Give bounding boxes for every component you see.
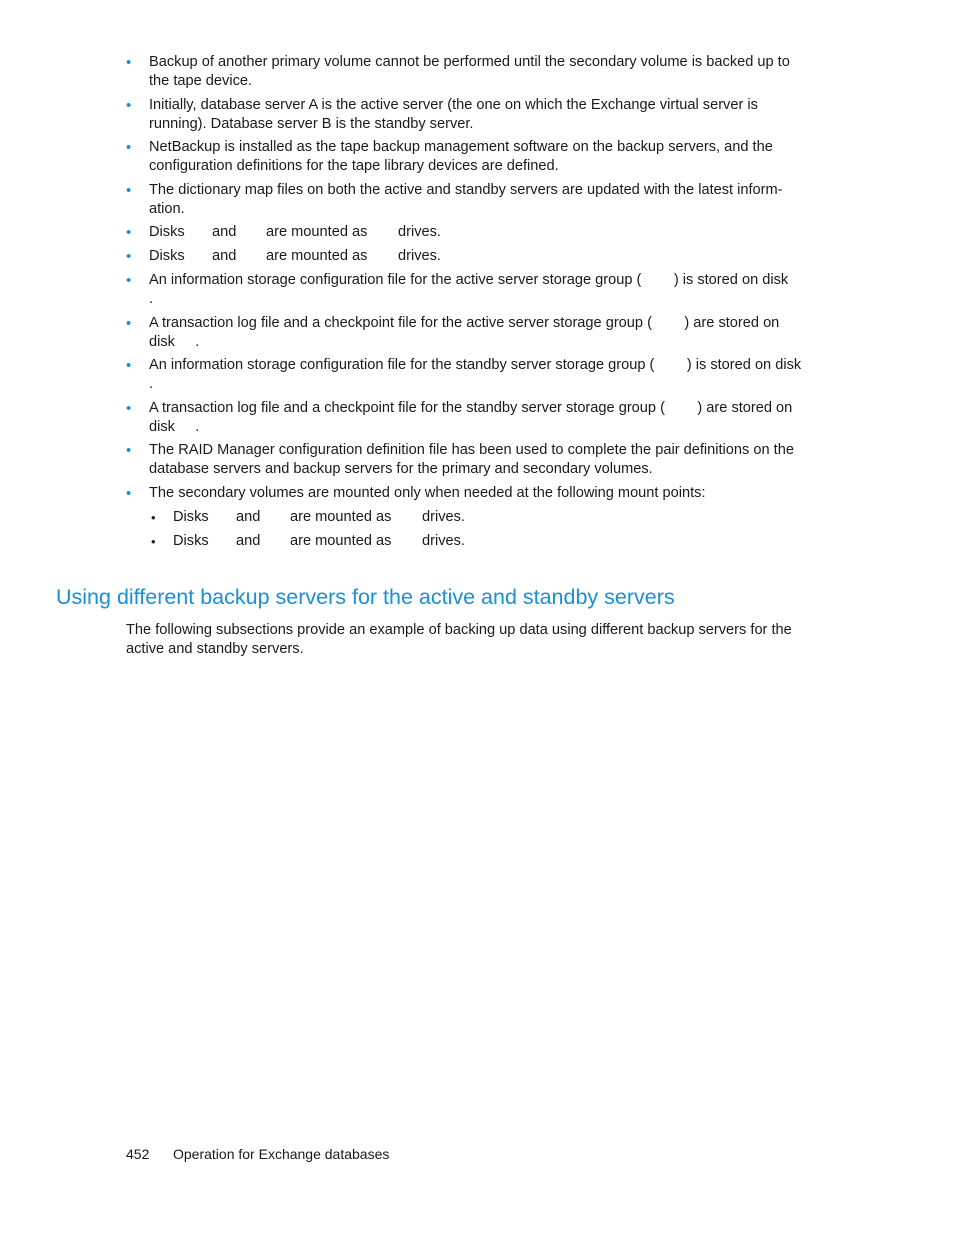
requirements-list bbox=[126, 53, 822, 556]
bullet-icon: • bbox=[126, 272, 132, 289]
disks-label: Disks bbox=[173, 532, 209, 549]
mount-points-sublist bbox=[149, 508, 806, 551]
mount-list-item bbox=[126, 223, 806, 242]
list-item-text: An information storage configuration file for the standby server storage group ( ) is stored on disk . bbox=[149, 357, 822, 392]
list-item-text: NetBackup is installed as the tape backup management software on the backup servers, and the configuration definitions for the tape library devices are defined. bbox=[149, 139, 773, 174]
list-item bbox=[126, 484, 806, 551]
list-item-text: A transaction log file and a checkpoint file for the active server storage group ( ) are stored on disk . bbox=[149, 314, 784, 350]
mount-list-item bbox=[126, 247, 806, 266]
list-item bbox=[126, 271, 809, 309]
sublist-item bbox=[149, 508, 806, 527]
bullet-icon: • bbox=[126, 96, 132, 114]
bullet-icon: • bbox=[126, 139, 132, 156]
list-item bbox=[126, 96, 806, 134]
list-item-text: The dictionary map files on both the active and standby servers are updated with the latest inform-ation. bbox=[149, 181, 783, 217]
bullet-icon: • bbox=[126, 357, 132, 374]
list-item bbox=[126, 181, 806, 219]
disks-label: Disks bbox=[149, 224, 185, 240]
section-intro: The following subsections provide an example of backing up data using different backup servers for the active and standby servers. bbox=[126, 622, 792, 657]
disks-label: Disks bbox=[173, 508, 209, 525]
bullet-icon: • bbox=[151, 533, 156, 549]
sublist-item bbox=[149, 532, 806, 551]
mounted-label: are mounted as bbox=[290, 508, 392, 525]
list-item bbox=[126, 138, 806, 176]
and-label: and bbox=[236, 532, 261, 549]
list-item-text: A transaction log file and a checkpoint file for the standby server storage group ( ) are stored on disk . bbox=[149, 399, 797, 435]
list-item-text: Initially, database server A is the active server (the one on which the Exchange virtual server is running). Database server B is the standby server. bbox=[149, 96, 758, 132]
bullet-icon: • bbox=[151, 509, 156, 525]
drives-label: drives. bbox=[422, 508, 465, 525]
mounted-label: are mounted as bbox=[266, 224, 368, 240]
disks-label: Disks bbox=[149, 248, 185, 264]
drives-label: drives. bbox=[422, 532, 465, 549]
bullet-icon: • bbox=[126, 224, 132, 241]
list-item bbox=[126, 441, 806, 479]
list-item bbox=[126, 399, 806, 437]
drives-label: drives. bbox=[398, 224, 441, 240]
drives-label: drives. bbox=[398, 248, 441, 264]
list-item bbox=[126, 53, 806, 91]
mounted-label: are mounted as bbox=[290, 532, 392, 549]
and-label: and bbox=[236, 508, 261, 525]
chapter-title: Operation for Exchange databases bbox=[173, 1146, 390, 1162]
list-item-text: An information storage configuration file for the active server storage group ( ) is stored on disk . bbox=[149, 272, 809, 307]
bullet-icon: • bbox=[126, 399, 132, 417]
and-label: and bbox=[212, 248, 237, 264]
bullet-icon: • bbox=[126, 314, 132, 332]
list-item bbox=[126, 356, 822, 394]
page-number: 452 bbox=[126, 1146, 150, 1162]
bullet-icon: • bbox=[126, 484, 132, 502]
list-item bbox=[126, 314, 806, 352]
list-item-text: The RAID Manager configuration definition file has been used to complete the pair definitions on the database servers and backup servers for the primary and secondary volumes. bbox=[149, 442, 794, 477]
bullet-icon: • bbox=[126, 248, 132, 265]
bullet-icon: • bbox=[126, 442, 132, 459]
bullet-icon: • bbox=[126, 54, 132, 71]
bullet-icon: • bbox=[126, 181, 132, 199]
list-item-text: The secondary volumes are mounted only when needed at the following mount points: bbox=[149, 484, 706, 501]
and-label: and bbox=[212, 224, 237, 240]
page-footer bbox=[126, 1145, 389, 1163]
section-heading: Using different backup servers for the active and standby servers bbox=[56, 585, 675, 609]
list-item-text: Backup of another primary volume cannot be performed until the secondary volume is backed up to the tape device. bbox=[149, 54, 790, 89]
mounted-label: are mounted as bbox=[266, 248, 368, 264]
